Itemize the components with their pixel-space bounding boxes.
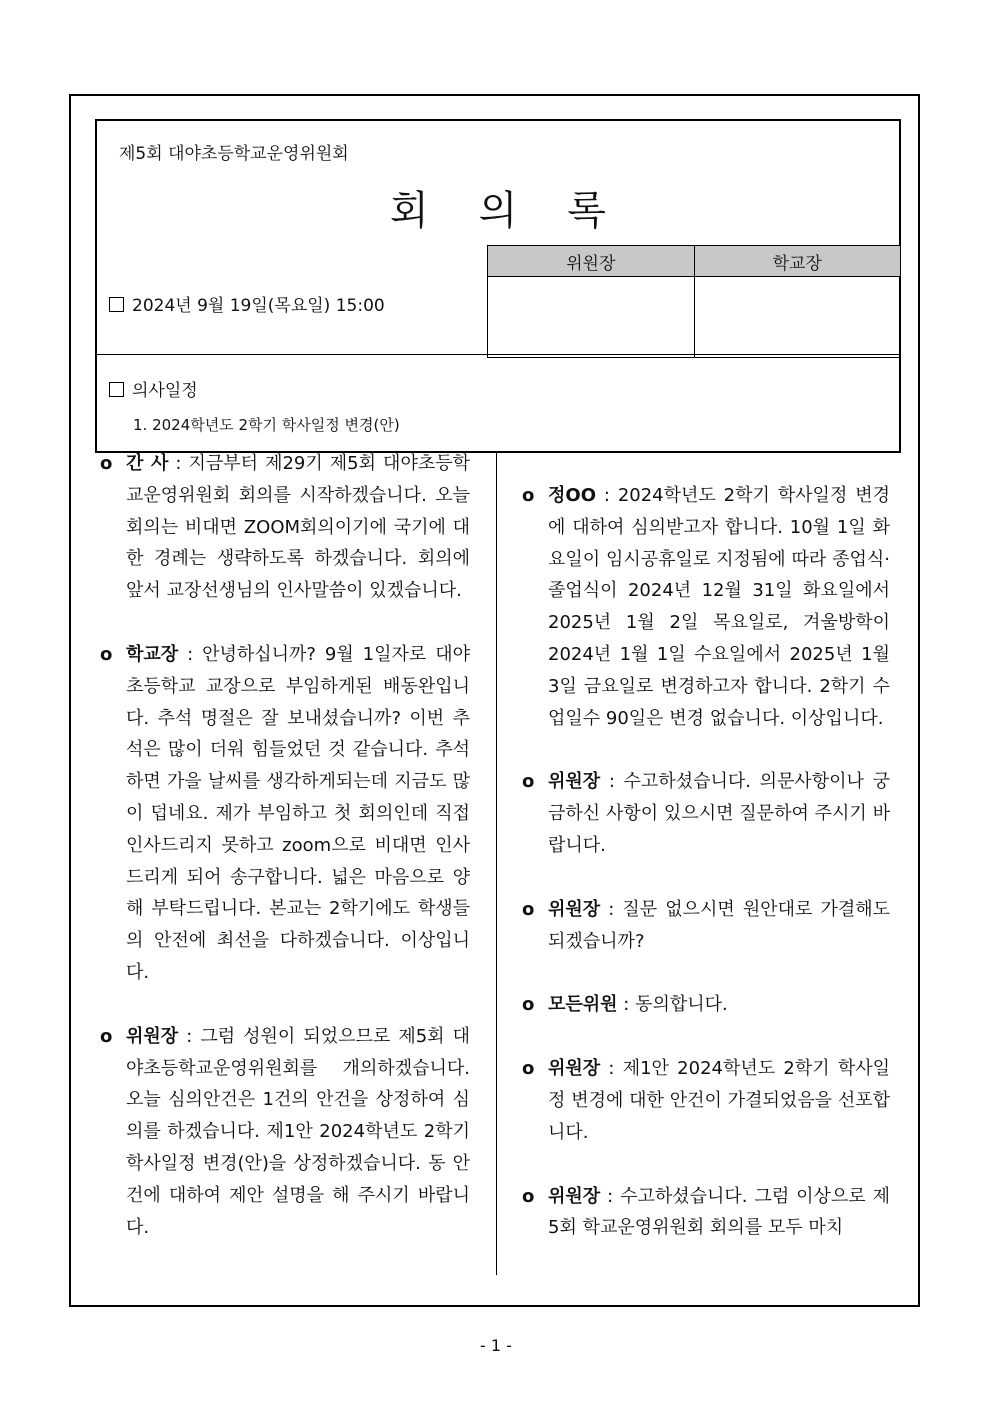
bullet-icon: o xyxy=(522,994,535,1016)
statement-text: 안녕하십니까? 9월 1일자로 대야초등학교 교장으로 부임하게된 배동완입니다. 추석 명절은 잘 보내셨습니까? 이번 추석은 많이 더워 힘들었던 것 같습니다. 추석하면 가을 날씨를 생각하게되는데 지금도 많이 덥네요. 제가 부임하고 첫 회의인데 직접 인사드리지 못하고 zoom으로 비대면 인사드리게 되어 송구합니다. 넓은 마음으로 양해 부탁드립니다. 본교는 2학기에도 학생들의 안전에 최선을 다하겠습니다. 이상입니다. xyxy=(126,643,470,983)
left-column xyxy=(100,448,470,1275)
committee-name: 제5회 대야초등학교운영위원회 xyxy=(119,144,349,164)
signature-table xyxy=(487,245,901,358)
speaker: 모든위원 xyxy=(548,994,618,1016)
column-divider xyxy=(496,453,497,1275)
header-divider xyxy=(97,354,899,355)
separator: : xyxy=(600,1058,623,1080)
bullet-icon: o xyxy=(100,643,113,665)
statement-text: 2024학년도 2학기 학사일정 변경에 대하여 심의받고자 합니다. 10월 1일 화요일이 임시공휴일로 지정됨에 따라 종업식·졸업식이 2024년 12월 31일 화요일에서 2025년 1월 2일 목요일로, 겨울방학이 2024년 1월 1일 수요일에서 2025년 1월 3일 금요일로 변경하고자 합니다. 2학기 수업일수 90일은 변경 없습니다. 이상입니다. xyxy=(548,485,890,729)
statement xyxy=(522,1181,890,1245)
statement xyxy=(522,1053,890,1148)
bullet-icon: o xyxy=(522,898,535,920)
signer-principal-label: 학교장 xyxy=(694,246,901,277)
checkbox-icon xyxy=(109,297,124,312)
bullet-icon: o xyxy=(522,485,535,506)
statement-text: 그럼 성원이 되었으므로 제5회 대야초등학교운영위원회를 개의하겠습니다. 오늘 심의안건은 1건의 안건을 상정하여 심의를 하겠습니다. 제1안 2024학년도 2학기 학사일정 변경(안)을 상정하겠습니다. 동 안건에 대하여 제안 설명을 해 주시기 바랍니다. xyxy=(126,1025,470,1238)
bullet-icon: o xyxy=(522,771,535,793)
signer-chair-label: 위원장 xyxy=(488,246,695,277)
statement xyxy=(522,480,890,734)
agenda-item: 1. 2024학년도 2학기 학사일정 변경(안) xyxy=(133,416,400,434)
statement-text: 제1안 2024학년도 2학기 학사일정 변경에 대한 안건이 가결되었음을 선포합니다. xyxy=(548,1058,890,1143)
separator: : xyxy=(600,771,624,793)
separator: : xyxy=(168,453,189,474)
separator: : xyxy=(178,1025,201,1047)
right-column xyxy=(522,480,890,1276)
statement-text: 수고하셨습니다. 의문사항이나 궁금하신 사항이 있으시면 질문하여 주시기 바랍니다. xyxy=(548,771,890,856)
separator: : xyxy=(178,643,203,665)
statement xyxy=(100,639,470,989)
speaker: 위원장 xyxy=(548,1058,601,1080)
statement xyxy=(100,1021,470,1244)
separator: : xyxy=(600,1185,621,1207)
statement xyxy=(522,894,890,958)
bullet-icon: o xyxy=(100,453,113,474)
statement-text: 지금부터 제29기 제5회 대야초등학교운영위원회 회의를 시작하겠습니다. 오늘 회의는 비대면 ZOOM회의이기에 국기에 대한 경례는 생략하도록 하겠습니다. 회의에 앞서 교장선생님의 인사말씀이 있겠습니다. xyxy=(126,453,470,602)
page-number: - 1 - xyxy=(480,1336,512,1355)
separator: : xyxy=(596,485,618,506)
statement-text: 동의합니다. xyxy=(635,994,728,1016)
bullet-icon: o xyxy=(522,1058,535,1080)
checkbox-icon xyxy=(109,382,124,397)
bullet-icon: o xyxy=(522,1185,535,1207)
speaker: 정OO xyxy=(548,485,596,506)
speaker: 위원장 xyxy=(548,1185,601,1207)
agenda-heading-text: 의사일정 xyxy=(132,381,198,401)
bullet-icon: o xyxy=(100,1025,113,1047)
speaker: 학교장 xyxy=(126,643,179,665)
statement xyxy=(522,766,890,861)
meeting-date-text: 2024년 9월 19일(목요일) 15:00 xyxy=(132,296,385,316)
meeting-date xyxy=(109,291,385,316)
statement-text: 질문 없으시면 원안대로 가결해도 되겠습니까? xyxy=(548,898,890,952)
page-title: 회의록 xyxy=(390,188,656,234)
speaker: 위원장 xyxy=(548,771,601,793)
statement xyxy=(522,989,890,1021)
speaker: 위원장 xyxy=(548,898,601,920)
separator: : xyxy=(617,994,636,1016)
minutes-header xyxy=(95,119,901,453)
agenda-heading xyxy=(109,376,198,401)
separator: : xyxy=(600,898,623,920)
signature-cell-principal xyxy=(694,277,901,358)
speaker: 간 사 xyxy=(126,453,169,474)
statement-text: 수고하셨습니다. 그럼 이상으로 제5회 학교운영위원회 회의를 모두 마치 xyxy=(548,1185,890,1239)
speaker: 위원장 xyxy=(126,1025,179,1047)
signature-cell-chair xyxy=(488,277,695,358)
statement xyxy=(100,448,470,607)
